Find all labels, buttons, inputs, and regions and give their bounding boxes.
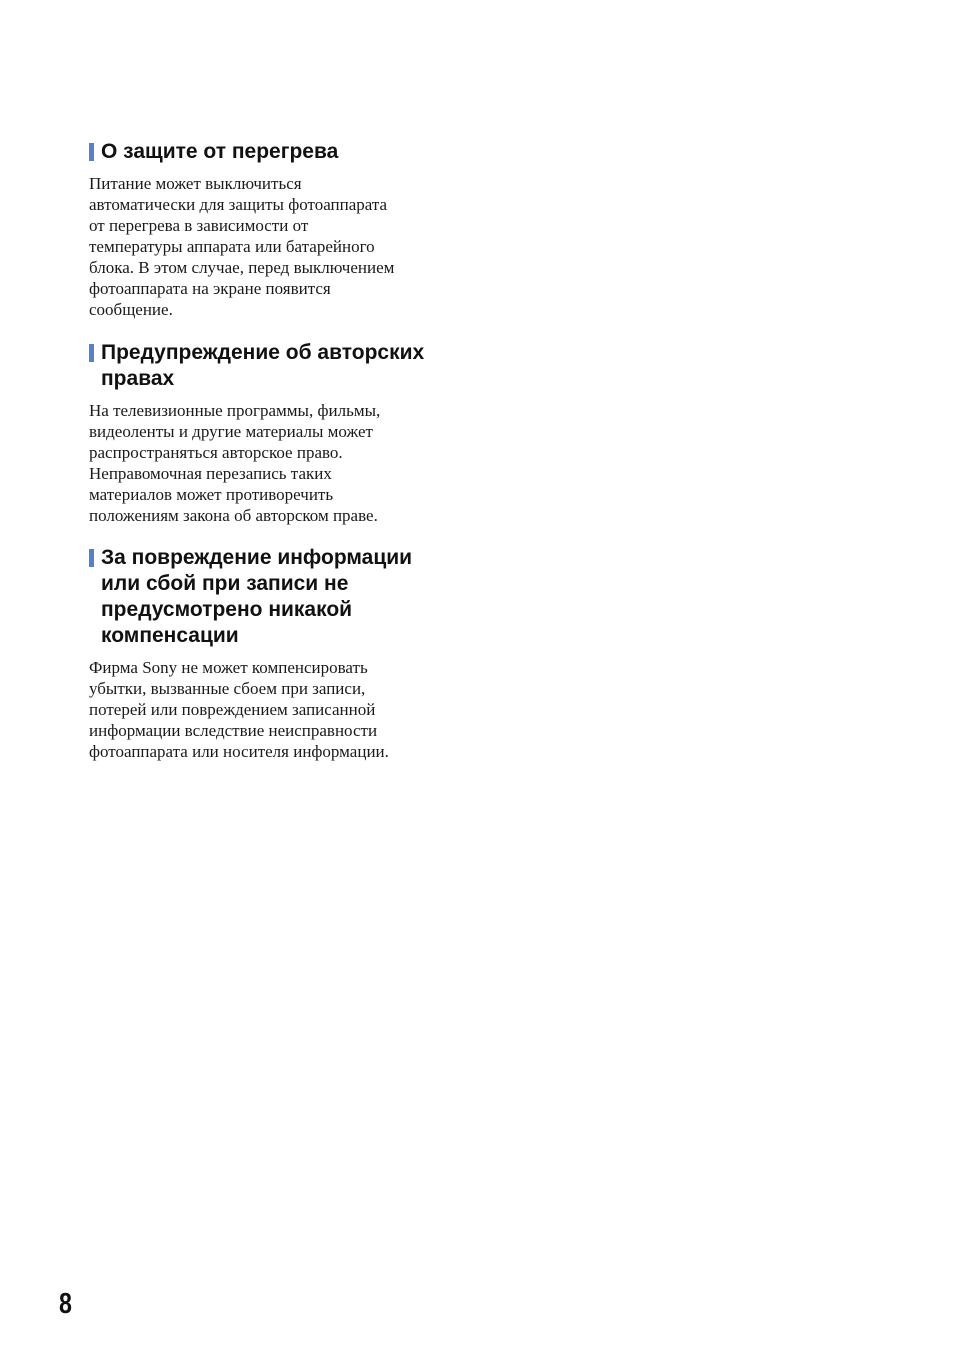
page-number: 8 (59, 1288, 72, 1320)
heading-bar-icon (89, 143, 94, 161)
section-heading: О защите от перегрева (101, 140, 339, 163)
section-no-compensation (89, 545, 469, 762)
section-copyright-warning (89, 340, 469, 526)
section-body: Питание может выключиться автоматически для защиты фотоаппарата от перегрева в зависимости от температуры аппарата или батарейного блока. В этом случае, перед выключением фотоаппарата на экране появится сообщение. (89, 174, 395, 319)
section-heading: Предупреждение об авторских правах (101, 341, 425, 390)
section-heading-block (89, 139, 469, 165)
heading-bar-icon (89, 549, 94, 567)
section-body: На телевизионные программы, фильмы, видеоленты и другие материалы может распространяться авторское право. Неправомочная перезапись таких материалов может противоречить положениям закона об авторском праве. (89, 401, 381, 525)
section-body: Фирма Sony не может компенсировать убытки, вызванные сбоем при записи, потерей или повреждением записанной информации вследствие неисправности фотоаппарата или носителя информации. (89, 658, 389, 761)
section-overheat-protection (89, 139, 469, 320)
heading-bar-icon (89, 344, 94, 362)
content-column (89, 139, 469, 762)
section-heading-block (89, 545, 469, 649)
section-heading: За повреждение информации или сбой при записи не предусмотрено никакой компенсации (101, 546, 413, 647)
section-heading-block (89, 340, 469, 392)
